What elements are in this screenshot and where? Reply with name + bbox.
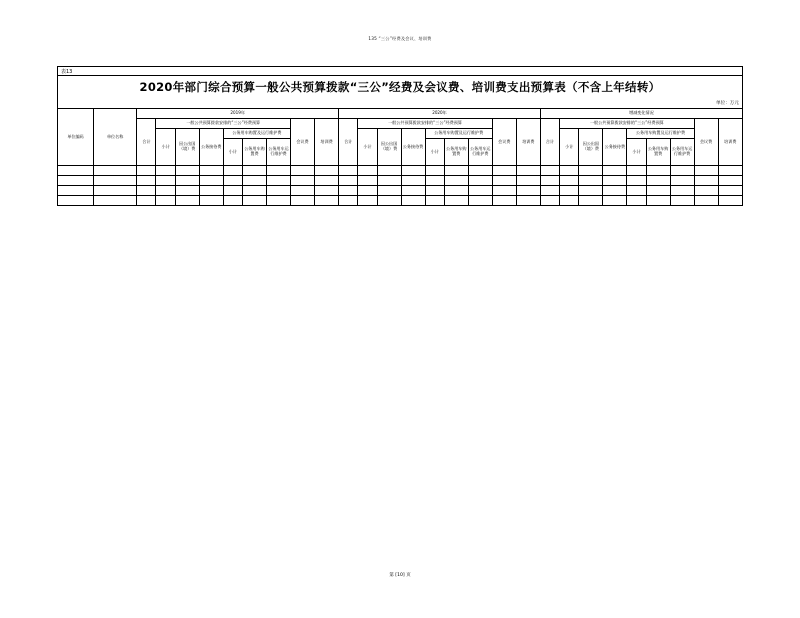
col-2020-sangong: 一般公共预算拨款安排的“三公”经费预算 [358, 119, 493, 129]
cell [492, 166, 516, 176]
cell [560, 166, 579, 176]
cell [223, 186, 242, 196]
cell [175, 196, 199, 206]
table-row [58, 166, 743, 176]
budget-table-block [57, 66, 743, 206]
table-row [58, 186, 743, 196]
cell [290, 176, 314, 186]
cell [646, 196, 670, 206]
cell [444, 196, 468, 206]
cell [579, 166, 603, 176]
cell [468, 196, 492, 206]
cell [646, 186, 670, 196]
cell [401, 166, 425, 176]
cell [266, 186, 290, 196]
col-2019-total: 合计 [137, 119, 156, 166]
cell [137, 176, 156, 186]
header-row-sangong-sub [58, 129, 743, 139]
unit-note: 单位：万元 [57, 98, 743, 108]
table-title-row [57, 75, 743, 98]
cell [175, 186, 199, 196]
col-2020-sangong-subtotal: 小计 [358, 129, 377, 166]
cell [603, 166, 627, 176]
col-2020-vehicle: 公务用车购置及运行维护费 [425, 129, 492, 139]
col-2019-sangong: 一般公共预算拨款安排的“三公”经费预算 [156, 119, 291, 129]
cell [266, 176, 290, 186]
cell [339, 176, 358, 186]
cell [223, 196, 242, 206]
cell [175, 166, 199, 176]
cell [266, 166, 290, 176]
cell [646, 166, 670, 176]
cell [603, 176, 627, 186]
cell [560, 186, 579, 196]
col-2020-vehicle-subtotal: 小计 [425, 139, 444, 166]
header-row-years [58, 109, 743, 119]
cell [137, 196, 156, 206]
col-2020-meeting: 会议费 [492, 119, 516, 166]
col-2019-abroad: 因公出国（境）费 [175, 129, 199, 166]
cell [425, 186, 444, 196]
cell [579, 186, 603, 196]
cell [603, 196, 627, 206]
col-2020-reception: 公务接待费 [401, 129, 425, 166]
cell [339, 166, 358, 176]
cell [718, 166, 742, 176]
col-change-abroad: 因公出国（境）费 [579, 129, 603, 166]
cell [94, 186, 137, 196]
cell [401, 196, 425, 206]
col-change-sangong: 一般公共预算拨款安排的“三公”经费预算 [560, 119, 695, 129]
cell [339, 186, 358, 196]
cell [492, 176, 516, 186]
cell [694, 176, 718, 186]
cell [540, 196, 559, 206]
cell [137, 166, 156, 176]
col-change-training: 培训费 [718, 119, 742, 166]
cell [58, 176, 94, 186]
col-change-meeting: 会议费 [694, 119, 718, 166]
col-2020-vehicle-purchase: 公务用车购置费 [444, 139, 468, 166]
cell [718, 176, 742, 186]
col-2019-vehicle: 公务用车购置及运行维护费 [223, 129, 290, 139]
cell [468, 176, 492, 186]
cell [315, 176, 339, 186]
cell [290, 196, 314, 206]
col-2020-abroad: 因公出国（境）费 [377, 129, 401, 166]
cell [339, 196, 358, 206]
cell [694, 186, 718, 196]
cell [377, 196, 401, 206]
col-change-sangong-subtotal: 小计 [560, 129, 579, 166]
cell [199, 186, 223, 196]
cell [468, 186, 492, 196]
col-2019-vehicle-purchase: 公务用车购置费 [242, 139, 266, 166]
cell [156, 166, 175, 176]
col-2019-vehicle-operation: 公务用车运行维护费 [266, 139, 290, 166]
cell [223, 166, 242, 176]
col-2019-sangong-subtotal: 小计 [156, 129, 175, 166]
cell [358, 186, 377, 196]
cell [718, 196, 742, 206]
col-2019-reception: 公务接待费 [199, 129, 223, 166]
cell [444, 186, 468, 196]
cell [156, 176, 175, 186]
cell [560, 176, 579, 186]
cell [401, 186, 425, 196]
cell [137, 186, 156, 196]
cell [516, 176, 540, 186]
cell [156, 186, 175, 196]
cell [377, 186, 401, 196]
col-change-vehicle-purchase: 公务用车购置费 [646, 139, 670, 166]
col-2019-vehicle-subtotal: 小计 [223, 139, 242, 166]
cell [242, 176, 266, 186]
cell [425, 166, 444, 176]
cell [579, 196, 603, 206]
cell [444, 176, 468, 186]
budget-table [57, 108, 743, 206]
col-change-reception: 公务接待费 [603, 129, 627, 166]
cell [694, 196, 718, 206]
cell [94, 196, 137, 206]
col-header-unit-code: 单位编码 [58, 109, 94, 166]
cell [242, 196, 266, 206]
page-footer: 第 [10] 页 [389, 573, 411, 578]
col-change-vehicle-subtotal: 小计 [627, 139, 646, 166]
cell [627, 186, 646, 196]
cell [358, 176, 377, 186]
cell [492, 196, 516, 206]
cell [425, 176, 444, 186]
col-2019-training: 培训费 [315, 119, 339, 166]
cell [492, 186, 516, 196]
cell [646, 176, 670, 186]
cell [315, 166, 339, 176]
page-title: 2020年部门综合预算一般公共预算拨款“三公”经费及会议费、培训费支出预算表（不含上年结转） [139, 80, 661, 94]
col-change-total: 合计 [540, 119, 559, 166]
group-header-change: 增减变化情况 [540, 109, 742, 119]
cell [199, 176, 223, 186]
group-header-2019: 2019年 [137, 109, 339, 119]
cell [670, 196, 694, 206]
cell [540, 176, 559, 186]
col-2020-vehicle-operation: 公务用车运行维护费 [468, 139, 492, 166]
cell [58, 196, 94, 206]
cell [516, 196, 540, 206]
cell [156, 196, 175, 206]
col-2020-training: 培训费 [516, 119, 540, 166]
cell [290, 186, 314, 196]
cell [358, 166, 377, 176]
cell [560, 196, 579, 206]
cell [468, 166, 492, 176]
cell [58, 166, 94, 176]
cell [377, 166, 401, 176]
cell [315, 186, 339, 196]
cell [223, 176, 242, 186]
cell [315, 196, 339, 206]
cell [199, 196, 223, 206]
cell [627, 176, 646, 186]
cell [242, 186, 266, 196]
cell [670, 166, 694, 176]
cell [627, 196, 646, 206]
cell [670, 176, 694, 186]
cell [401, 176, 425, 186]
cell [694, 166, 718, 176]
cell [516, 186, 540, 196]
header-row-groupcols [58, 119, 743, 129]
cell [290, 166, 314, 176]
cell [242, 166, 266, 176]
cell [175, 176, 199, 186]
cell [425, 196, 444, 206]
cell [540, 186, 559, 196]
table-row [58, 176, 743, 186]
cell [718, 186, 742, 196]
cell [199, 166, 223, 176]
col-change-vehicle: 公务用车购置及运行维护费 [627, 129, 694, 139]
cell [94, 166, 137, 176]
cell [516, 166, 540, 176]
col-change-vehicle-operation: 公务用车运行维护费 [670, 139, 694, 166]
group-header-2020: 2020年 [339, 109, 541, 119]
col-2019-meeting: 会议费 [290, 119, 314, 166]
cell [603, 186, 627, 196]
cell [377, 176, 401, 186]
cell [94, 176, 137, 186]
cell [58, 186, 94, 196]
cell [540, 166, 559, 176]
cell [670, 186, 694, 196]
col-header-unit-name: 单位名称 [94, 109, 137, 166]
cell [266, 196, 290, 206]
cell [358, 196, 377, 206]
table-row [58, 196, 743, 206]
table-label: 表13 [57, 66, 743, 75]
cell [627, 166, 646, 176]
col-2020-total: 合计 [339, 119, 358, 166]
cell [444, 166, 468, 176]
cell [579, 176, 603, 186]
page-header-note: 135 “三公”经费及会议、培训费 [368, 36, 432, 41]
